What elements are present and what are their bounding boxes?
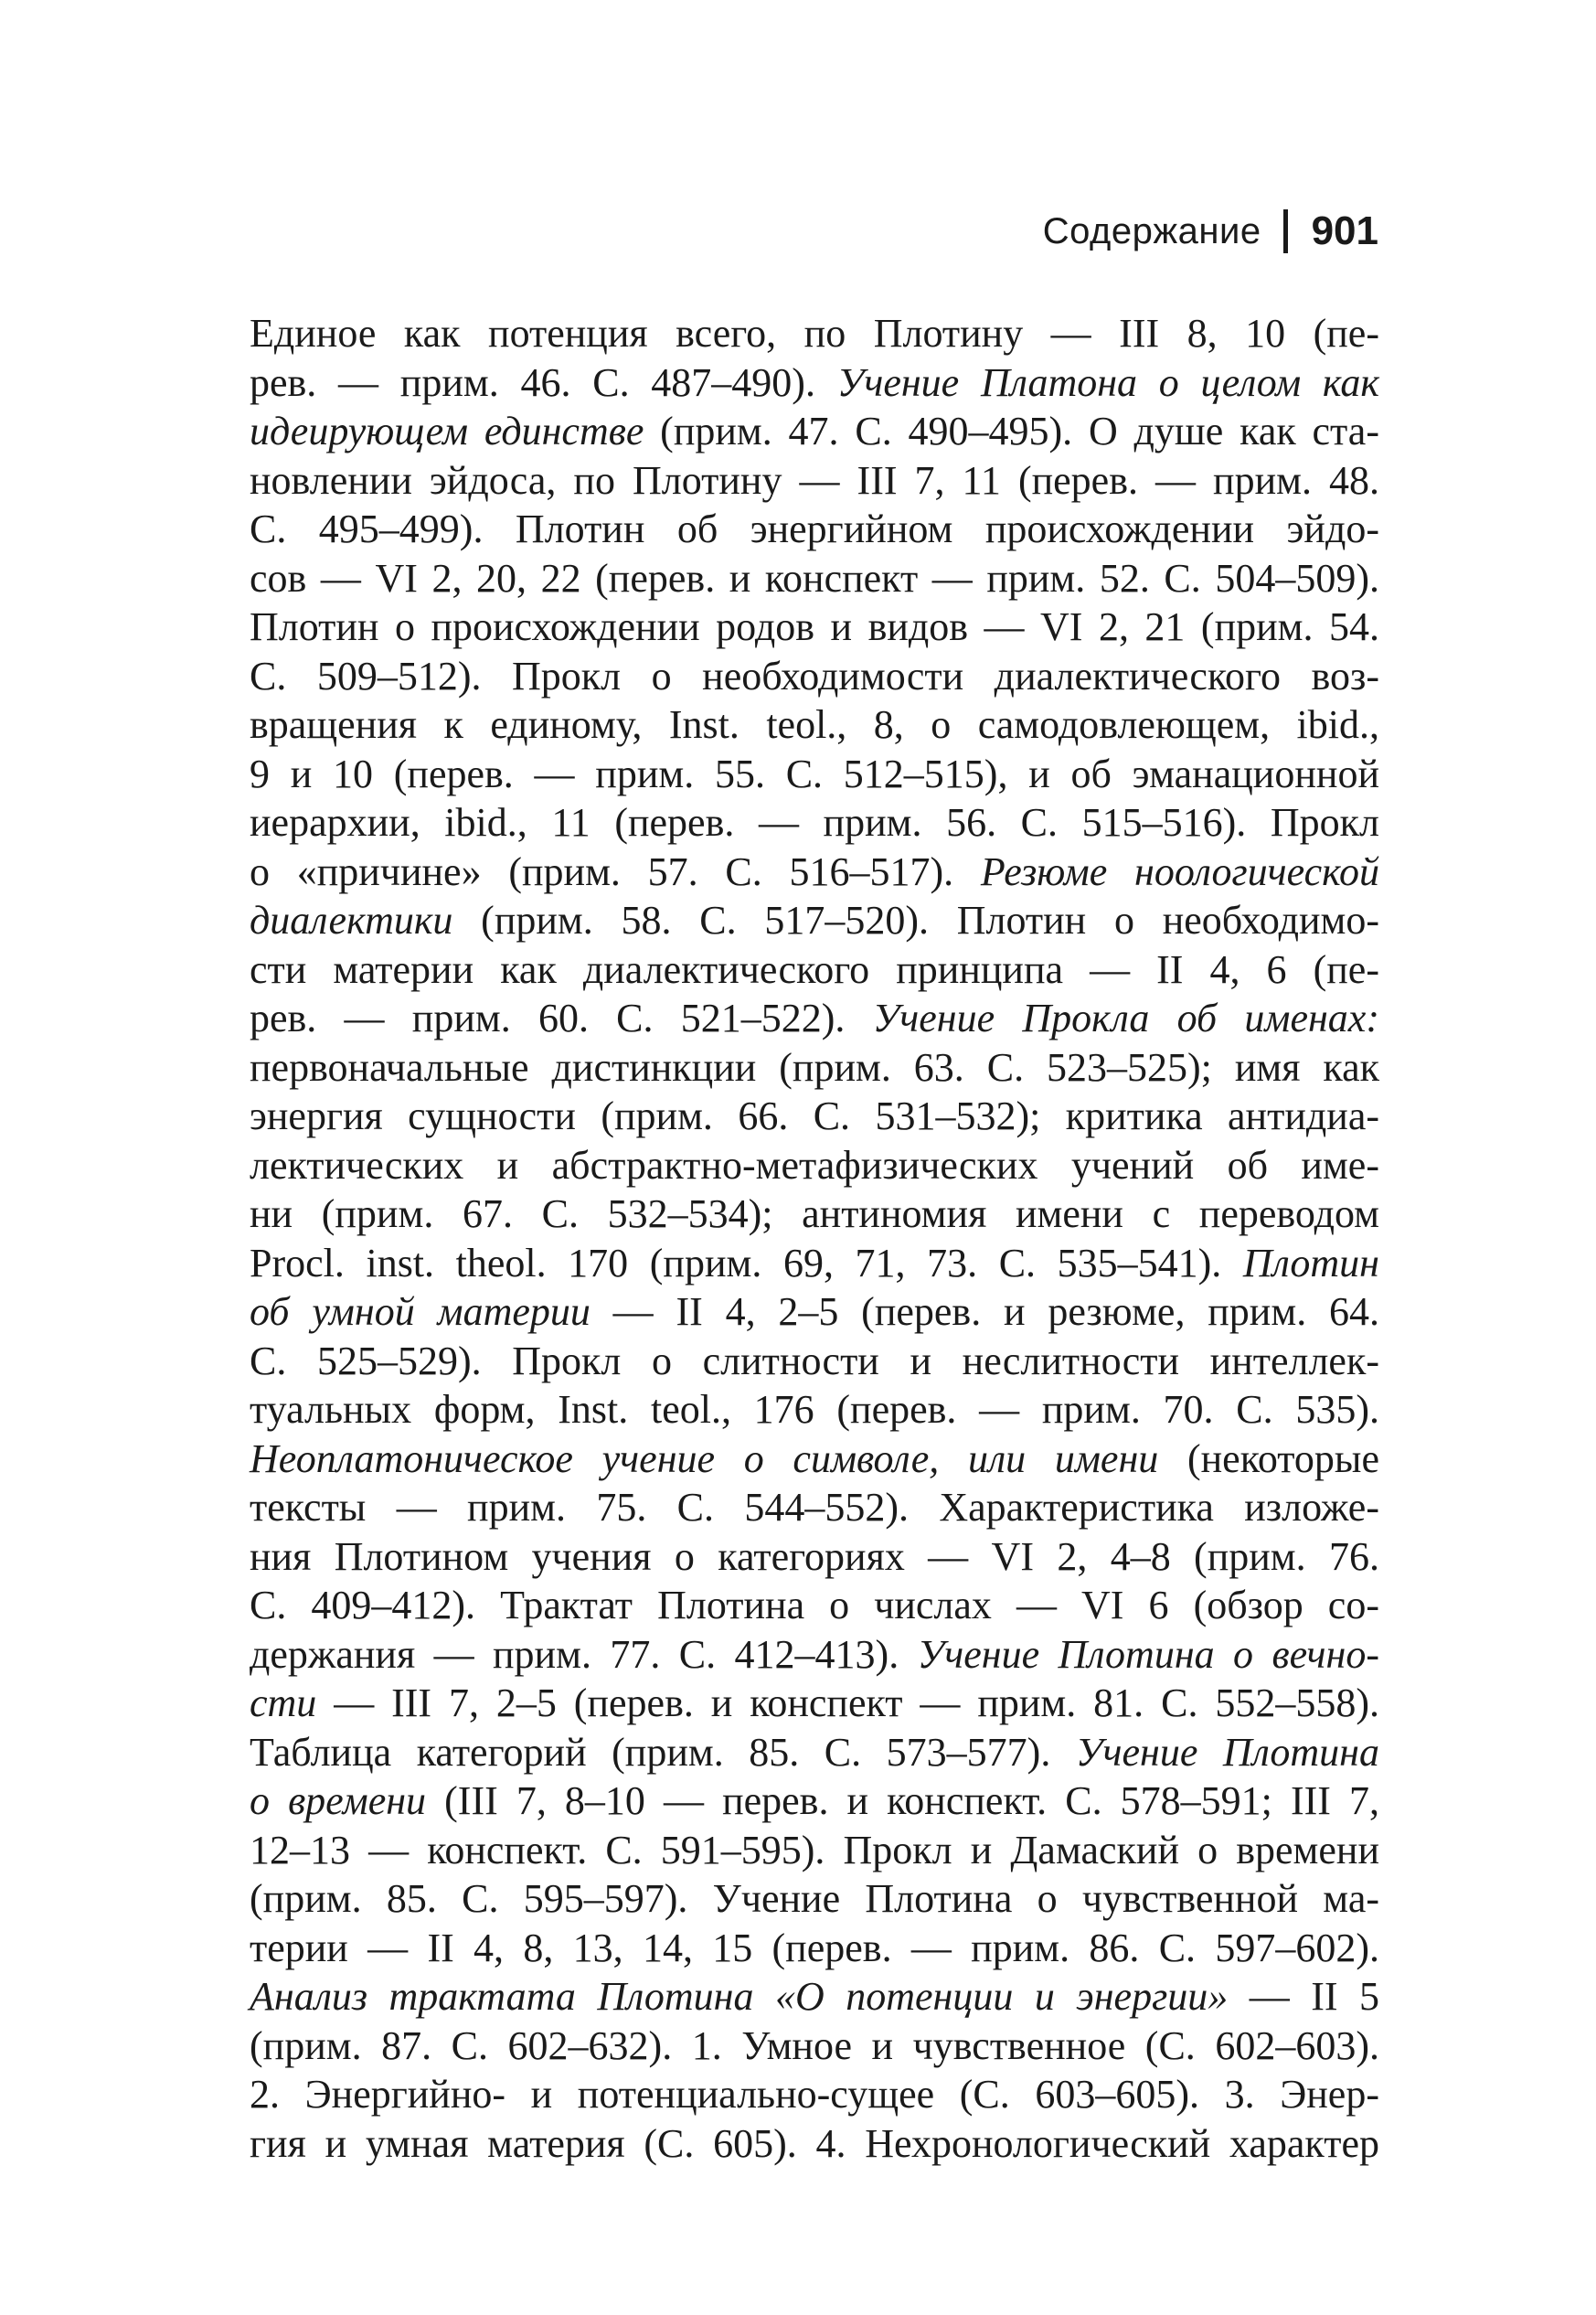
italic-text-segment: сти — [250, 1680, 317, 1725]
text-segment: ния Плотином учения о категориях — VI 2, 4–8 (прим. 76. — [250, 1533, 1379, 1579]
running-head-separator — [1283, 209, 1288, 253]
text-segment: рев. — прим. 46. С. 487–490). — [250, 359, 837, 405]
text-line — [250, 1190, 1379, 1239]
text-segment: гия и умная материя (С. 605). 4. Нехронологический характер — [250, 2120, 1379, 2166]
text-segment: Единое как потенция всего, по Плотину — III 8, 10 (пе- — [250, 311, 1379, 356]
text-segment: С. 495–499). Плотин об энергийном происхождении эйдо- — [250, 507, 1379, 551]
text-line — [250, 505, 1379, 554]
text-segment: С. 509–512). Прокл о необходимости диалектического воз- — [250, 653, 1379, 699]
text-segment: С. 409–412). Трактат Плотина о числах — VI 6 (обзор со- — [250, 1583, 1379, 1627]
text-line — [250, 603, 1379, 652]
page-number: 901 — [1311, 208, 1378, 253]
text-line — [250, 1679, 1379, 1728]
text-line — [250, 1728, 1379, 1777]
text-line — [250, 1092, 1379, 1141]
text-segment: 9 и 10 (перев. — прим. 55. С. 512–515), и об эманационной — [250, 751, 1379, 796]
text-line — [250, 1776, 1379, 1826]
text-line — [250, 1532, 1379, 1582]
italic-text-segment: Плотин — [1242, 1240, 1379, 1286]
text-line — [250, 1972, 1379, 2022]
text-segment: рев. — прим. 60. С. 521–522). — [250, 996, 873, 1040]
text-segment: — II 5 — [1228, 1974, 1379, 2019]
text-segment: Плотин о происхождении родов и видов — VI 2, 21 (прим. 54. — [250, 604, 1379, 649]
text-segment: С. 525–529). Прокл о слитности и неслитности интеллек- — [250, 1338, 1379, 1383]
text-segment: лектических и абстрактно-метафизических учений об име- — [250, 1142, 1379, 1188]
text-line — [250, 1043, 1379, 1093]
text-segment: новлении эйдоса, по Плотину — III 7, 11 (перев. — прим. 48. — [250, 457, 1379, 503]
running-head — [1043, 208, 1378, 254]
text-line — [250, 798, 1379, 848]
text-segment: (прим. 85. С. 595–597). Учение Плотина о чувственной ма- — [250, 1876, 1379, 1921]
text-segment: энергия сущности (прим. 66. С. 531–532); критика антидиа- — [250, 1093, 1379, 1138]
text-segment: держания — прим. 77. С. 412–413). — [250, 1631, 918, 1677]
text-segment: ни (прим. 67. С. 532–534); антиномия имени с переводом — [250, 1191, 1379, 1236]
text-segment: тексты — прим. 75. С. 544–552). Характеристика изложе- — [250, 1485, 1379, 1530]
text-segment: туальных форм, Inst. teol., 176 (перев. — прим. 70. С. 535). — [250, 1387, 1379, 1432]
text-line — [250, 1239, 1379, 1288]
text-line — [250, 652, 1379, 701]
italic-text-segment: Анализ трактата Плотина «О потенции и энергии» — [250, 1974, 1229, 2019]
text-line — [250, 848, 1379, 897]
text-line — [250, 750, 1379, 799]
text-segment: первоначальные дистинкции (прим. 63. С. 523–525); имя как — [250, 1044, 1379, 1090]
text-line — [250, 1826, 1379, 1875]
text-line — [250, 1630, 1379, 1680]
page-body-text — [250, 309, 1379, 2168]
text-segment: 12–13 — конспект. С. 591–595). Прокл и Дамаский о времени — [250, 1827, 1379, 1872]
text-line — [250, 945, 1379, 995]
text-line — [250, 309, 1379, 358]
text-segment: (некоторые — [1158, 1435, 1380, 1481]
text-line — [250, 1874, 1379, 1924]
text-line — [250, 1337, 1379, 1386]
italic-text-segment: Неоплатоническое учение о символе, или имени — [250, 1435, 1159, 1481]
text-segment: Procl. inst. theol. 170 (прим. 69, 71, 73. С. 535–541). — [250, 1240, 1243, 1286]
text-line — [250, 1435, 1379, 1484]
text-line — [250, 994, 1379, 1043]
text-line — [250, 1385, 1379, 1435]
text-segment: терии — II 4, 8, 13, 14, 15 (перев. — прим. 86. С. 597–602). — [250, 1925, 1379, 1970]
text-line — [250, 456, 1379, 506]
text-segment: (прим. 87. С. 602–632). 1. Умное и чувственное (С. 602–603). — [250, 2022, 1379, 2068]
text-segment: (прим. 47. С. 490–495). О душе как ста- — [644, 409, 1379, 453]
text-line — [250, 2022, 1379, 2071]
italic-text-segment: об умной материи — [250, 1289, 591, 1334]
italic-text-segment: Резюме ноологической — [980, 848, 1380, 894]
italic-text-segment: Учение Прокла об именах: — [872, 996, 1379, 1040]
text-segment: сов — VI 2, 20, 22 (перев. и конспект — прим. 52. С. 504–509). — [250, 555, 1379, 601]
text-line — [250, 896, 1379, 945]
italic-text-segment: Учение Плотина о вечно- — [917, 1631, 1379, 1677]
text-line — [250, 1581, 1379, 1630]
text-segment: о «причине» (прим. 57. С. 516–517). — [250, 848, 981, 894]
italic-text-segment: идеирующем единстве — [250, 409, 644, 453]
text-line — [250, 2070, 1379, 2119]
text-segment: 2. Энергийно- и потенциально-сущее (С. 603–605). 3. Энер- — [250, 2072, 1379, 2117]
italic-text-segment: Учение Плотина — [1075, 1729, 1379, 1775]
text-segment: вращения к единому, Inst. teol., 8, о самодовлеющем, ibid., — [250, 702, 1379, 747]
text-line — [250, 1924, 1379, 1973]
text-line — [250, 407, 1379, 456]
text-segment: (прим. 58. С. 517–520). Плотин о необходимо- — [452, 898, 1379, 943]
text-line — [250, 1141, 1379, 1190]
text-line — [250, 2119, 1379, 2169]
text-line — [250, 554, 1379, 603]
text-segment: — III 7, 2–5 (перев. и конспект — прим. 81. С. 552–558). — [316, 1680, 1379, 1725]
text-line — [250, 700, 1379, 750]
text-segment: Таблица категорий (прим. 85. С. 573–577). — [250, 1729, 1076, 1775]
italic-text-segment: диалектики — [250, 898, 453, 943]
text-segment: — II 4, 2–5 (перев. и резюме, прим. 64. — [590, 1289, 1379, 1334]
text-segment: сти материи как диалектического принципа — II 4, 6 (пе- — [250, 946, 1379, 992]
text-segment: (III 7, 8–10 — перев. и конспект. С. 578–591; III 7, — [426, 1778, 1379, 1823]
running-head-title: Содержание — [1042, 210, 1261, 251]
text-line — [250, 358, 1379, 408]
text-segment: иерархии, ibid., 11 (перев. — прим. 56. С. 515–516). Прокл — [250, 800, 1379, 845]
text-line — [250, 1483, 1379, 1532]
italic-text-segment: Учение Платона о целом как — [836, 359, 1380, 405]
italic-text-segment: о времени — [250, 1778, 427, 1823]
text-line — [250, 1287, 1379, 1337]
